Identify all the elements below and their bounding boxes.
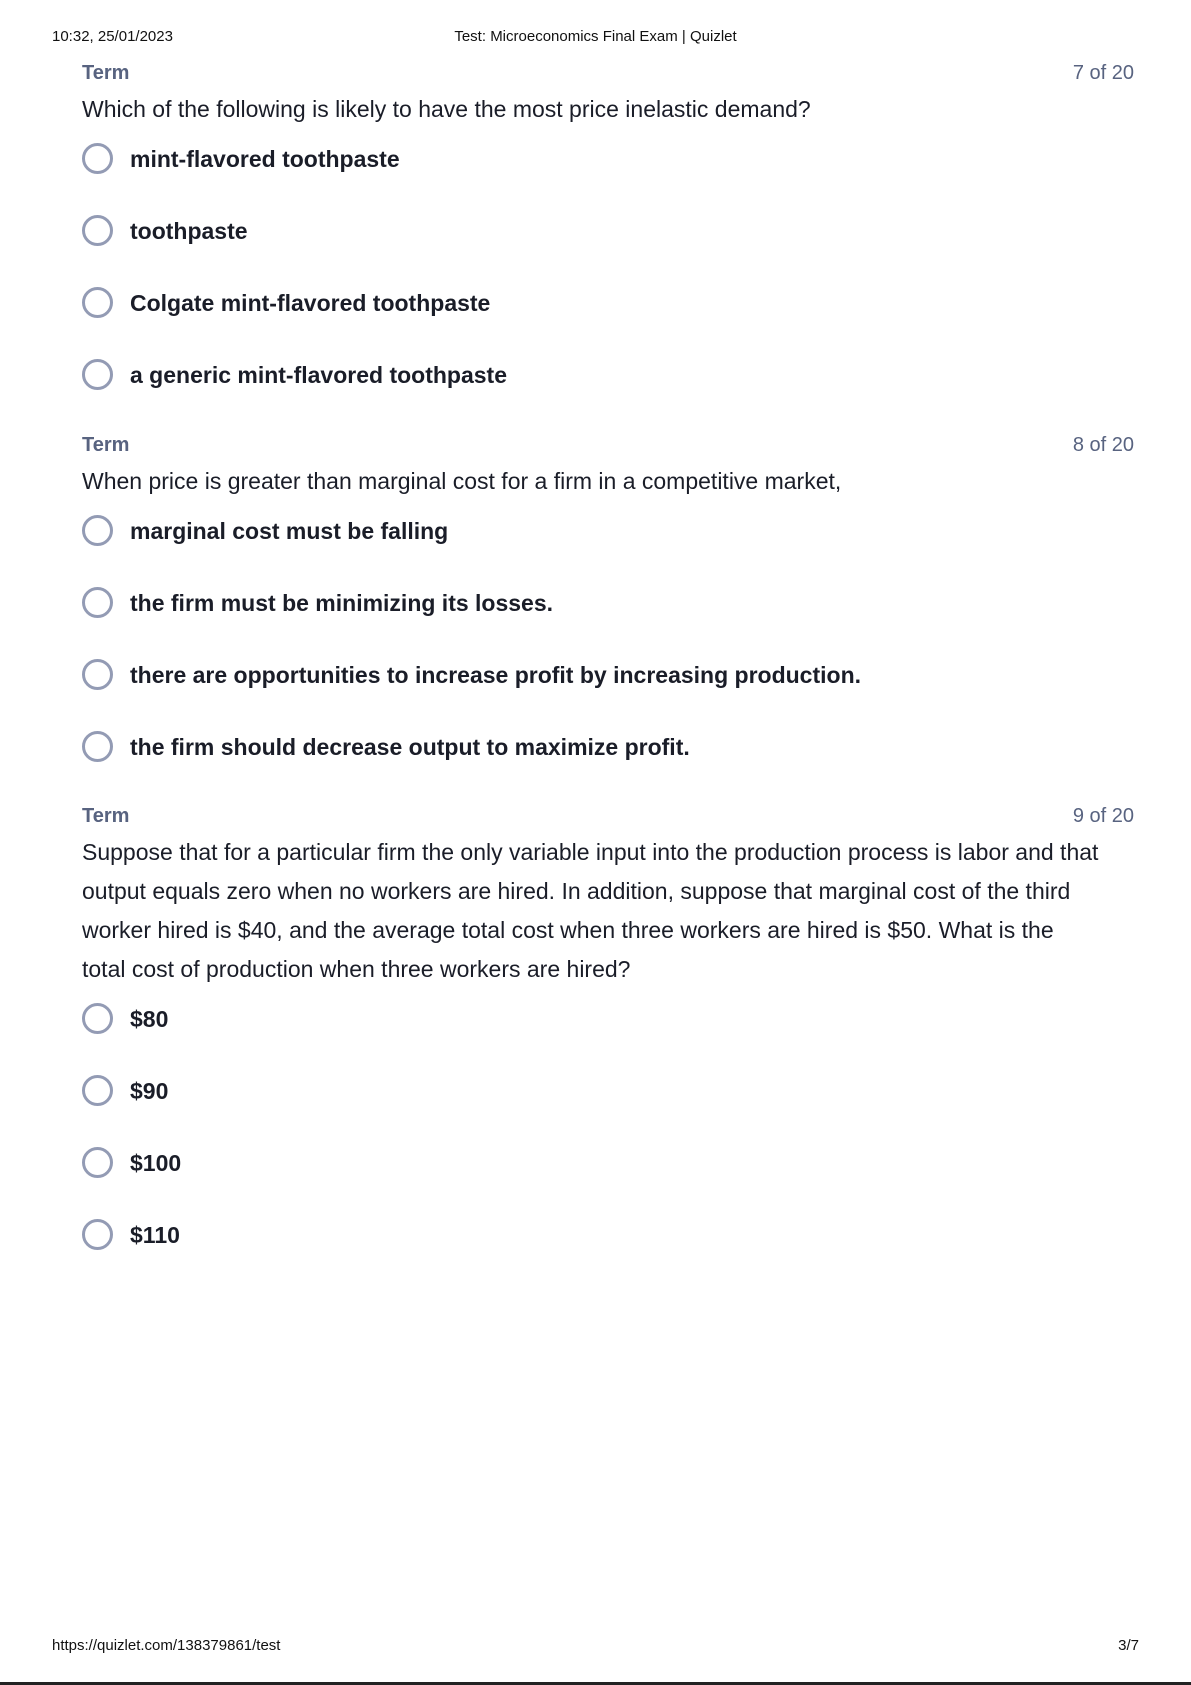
question-card-8 xyxy=(82,430,1134,803)
question-header xyxy=(82,58,1134,90)
test-content xyxy=(82,58,1134,1291)
answer-option-label[interactable]: the firm must be minimizing its losses. xyxy=(130,590,554,616)
answer-option-label[interactable]: $80 xyxy=(130,1006,169,1032)
answer-option-label[interactable]: Colgate mint-flavored toothpaste xyxy=(130,290,491,316)
radio-button[interactable] xyxy=(82,1219,113,1250)
question-header xyxy=(82,801,1134,833)
radio-button[interactable] xyxy=(82,659,113,690)
radio-button[interactable] xyxy=(82,1003,113,1034)
answer-option[interactable] xyxy=(82,1147,1134,1219)
answer-option[interactable] xyxy=(82,215,1134,287)
answer-option[interactable] xyxy=(82,659,1134,731)
answer-option-label[interactable]: a generic mint-flavored toothpaste xyxy=(130,362,508,388)
print-datetime: 10:32, 25/01/2023 xyxy=(52,28,173,45)
question-card-7 xyxy=(82,58,1134,431)
answer-option-label[interactable]: the firm should decrease output to maximize profit. xyxy=(130,734,690,760)
print-url: https://quizlet.com/138379861/test xyxy=(52,1637,281,1654)
answer-option-label[interactable]: $110 xyxy=(130,1222,180,1248)
question-header xyxy=(82,430,1134,462)
question-card-9 xyxy=(82,801,1134,1291)
print-footer xyxy=(52,1637,1139,1659)
radio-button[interactable] xyxy=(82,143,113,174)
radio-button[interactable] xyxy=(82,215,113,246)
answer-option-label[interactable]: mint-flavored toothpaste xyxy=(130,146,400,172)
question-prompt: When price is greater than marginal cost for a firm in a competitive market, xyxy=(82,468,842,494)
print-page-number: 3/7 xyxy=(1118,1637,1139,1654)
answer-option-label[interactable]: $100 xyxy=(130,1150,182,1176)
answer-option-label[interactable]: marginal cost must be falling xyxy=(130,518,449,544)
term-label: Term xyxy=(82,434,130,456)
answer-option[interactable] xyxy=(82,515,1134,587)
answer-option-label[interactable]: there are opportunities to increase profit by increasing production. xyxy=(130,662,862,688)
answer-option[interactable] xyxy=(82,143,1134,215)
radio-button[interactable] xyxy=(82,731,113,762)
question-counter: 8 of 20 xyxy=(1072,434,1134,456)
term-label: Term xyxy=(82,805,130,827)
answer-option[interactable] xyxy=(82,587,1134,659)
answer-option[interactable] xyxy=(82,359,1134,431)
term-label: Term xyxy=(82,62,130,84)
answer-option-label[interactable]: $90 xyxy=(130,1078,169,1104)
radio-button[interactable] xyxy=(82,587,113,618)
radio-button[interactable] xyxy=(82,1147,113,1178)
answer-option[interactable] xyxy=(82,731,1134,803)
question-prompt: Suppose that for a particular firm the only variable input into the production process is labor and that output equals zero when no workers are hired. In addition, suppose that marginal cost of the third worker hired is $40, and the average total cost when three workers are hired is $50. What is the total cost of production when three workers are hired? xyxy=(82,839,1099,982)
question-counter: 7 of 20 xyxy=(1072,62,1134,84)
radio-button[interactable] xyxy=(82,515,113,546)
radio-button[interactable] xyxy=(82,1075,113,1106)
print-header xyxy=(52,28,1139,50)
answer-option[interactable] xyxy=(82,1075,1134,1147)
question-counter: 9 of 20 xyxy=(1072,805,1134,827)
question-prompt: Which of the following is likely to have the most price inelastic demand? xyxy=(82,96,811,122)
print-page-title: Test: Microeconomics Final Exam | Quizlet xyxy=(454,28,737,45)
answer-option[interactable] xyxy=(82,1219,1134,1291)
radio-button[interactable] xyxy=(82,359,113,390)
answer-option[interactable] xyxy=(82,1003,1134,1075)
answer-option-label[interactable]: toothpaste xyxy=(130,218,248,244)
radio-button[interactable] xyxy=(82,287,113,318)
answer-option[interactable] xyxy=(82,287,1134,359)
